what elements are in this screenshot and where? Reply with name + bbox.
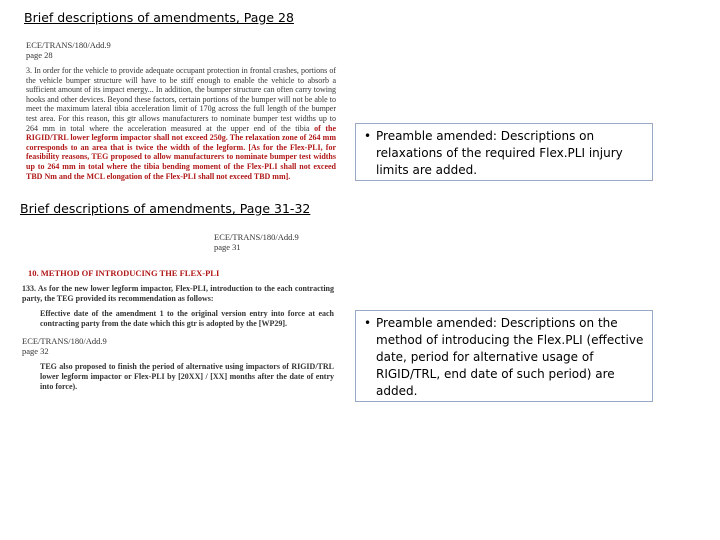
section-1-heading: Brief descriptions of amendments, Page 28 xyxy=(24,10,294,25)
doc-reference-2: ECE/TRANS/180/Add.9 xyxy=(22,336,107,347)
excerpt-body xyxy=(26,66,336,181)
callout-page-28 xyxy=(355,123,653,181)
doc-reference: ECE/TRANS/180/Add.9 xyxy=(214,232,299,242)
final-text: TEG also proposed to finish the period of alternative using impactors of RIGID/TRL lower legform impactor or Flex-PLI by [20XX] / [XX] months after the date of entry into force). xyxy=(40,362,334,391)
callout-text: Preamble amended: Descriptions on the method of introducing the Flex.PLI (effective date, period for alternative usage of RIGID/TRL, end date of such period) are added. xyxy=(376,316,644,398)
page-number-2: page 32 xyxy=(22,346,49,357)
callout-page-31-32 xyxy=(355,310,653,402)
paragraph-133 xyxy=(22,284,334,303)
doc-reference: ECE/TRANS/180/Add.9 xyxy=(26,40,111,50)
page-number: page 31 xyxy=(214,242,241,252)
bullet-icon: • xyxy=(364,129,372,143)
paragraph-number: 133. xyxy=(22,284,36,293)
excerpt-original-text: In order for the vehicle to provide adequate occupant protection in frontal crashes, portions of the vehicle bumper structure will have to be stiff enough to enable the vehicle to absorb a sufficient amount of its impact energy... In addition, the bumper structure can often carry towing hooks and other devices. Beyond these factors, certain portions of the bumper will not be able to meet the maximum lateral tibia acceleration limit of 170g across the full length of the bumper test area. For this reason, this gtr allows manufacturers to nominate bumper test widths up to 264 mm in total where the acceleration measured at the upper end of the tibia xyxy=(26,66,336,133)
callout-text: Preamble amended: Descriptions on relaxations of the required Flex.PLI injury limits are added. xyxy=(376,129,623,177)
document-excerpt-page-31-32 xyxy=(22,232,334,391)
paragraph-number: 3. xyxy=(26,66,32,75)
section-2-heading: Brief descriptions of amendments, Page 31-32 xyxy=(20,201,311,216)
section-title: 10. METHOD OF INTRODUCING THE FLEX-PLI xyxy=(28,268,220,278)
bullet-icon: • xyxy=(364,316,372,330)
effective-date-text: Effective date of the amendment 1 to the original version entry into force at each contracting party from the date which this gtr is adopted by the [WP29]. xyxy=(40,309,334,328)
excerpt-amended-text: of the RIGID/TRL lower legform impactor shall not exceed 250g. The relaxation zone of 264 mm corresponds to an area that is twice the width of the legform. [As for the Flex-PLI, for feasibility reasons, TEG proposed to allow manufacturers to nominate bumper test widths up to 264 mm in total where the tibia bending moment of the Flex-PLI shall not exceed TBD Nm and the MCL elongation of the Flex-PLI shall not exceed TBD mm]. xyxy=(26,123,336,181)
document-excerpt-page-28 xyxy=(26,40,336,181)
paragraph-text: As for the new lower legform impactor, Flex-PLI, introduction to the each contracting party, the TEG provided its recommendation as follows: xyxy=(22,284,334,303)
page-number: page 28 xyxy=(26,50,53,60)
